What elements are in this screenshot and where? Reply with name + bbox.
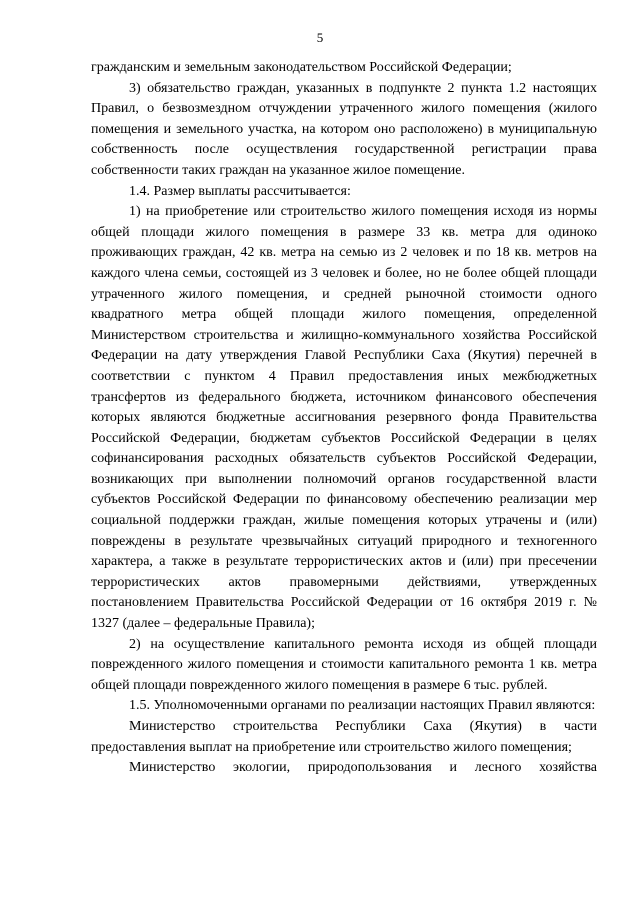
paragraph-continuation: гражданским и земельным законодательством Российской Федерации; — [91, 60, 512, 75]
paragraph-1-4-heading: 1.4. Размер выплаты рассчитывается: — [129, 183, 351, 199]
paragraph-item-1-purchase: 1) на приобретение или строительство жилого помещения исходя из нормы общей площади жилого помещения в размере 33 кв. метра для одиноко проживающих граждан, 42 кв. метра на семью из 2 человек и по 18 кв. метров на каждого члена семьи, состоящей из 3 человек и более, но не более общей площади утраченного жилого помещения, и средней рыночной стоимости одного квадратного метра общей площади жилого помещения, определенной Министерством строительства и жилищно-коммунального хозяйства Российской Федерации на дату утверждения Главой Республики Саха (Якутия) перечней в соответствии с пунктом 4 Правил предоставления иных межбюджетных трансфертов из федерального бюджета, источником финансового обеспечения которых являются бюджетные ассигнования резервного фонда Правительства Российской Федерации, бюджетам субъектов Российской Федерации в целях софинансирования расходных обязательств субъектов Российской Федерации, возникающих при выполнении полномочий органов государственной власти субъектов Российской Федерации по финансовому обеспечению реализации мер социальной поддержки граждан, жилые помещения которых утрачены и (или) повреждены в результате чрезвычайных ситуаций природного и техногенного характера, а также в результате террористических актов и (или) при пресечении террористических актов правомерными действиями, утвержденных постановлением Правительства Российской Федерации от 16 октября 2019 г. № 1327 (далее – федеральные Правила); — [91, 204, 597, 632]
paragraph-1-5-authorities: 1.5. Уполномоченными органами по реализации настоящих Правил являются: — [129, 698, 596, 714]
paragraph-item-2-repair: 2) на осуществление капитального ремонта исходя из общей площади поврежденного жилого помещения и стоимости капитального ремонта 1 кв. метра общей площади поврежденного жилого помещения в размере 6 тыс. рублей. — [91, 636, 597, 693]
document-body — [91, 58, 597, 779]
paragraph-item-3-obligation: 3) обязательство граждан, указанных в подпункте 2 пункта 1.2 настоящих Правил, о безвозмездном отчуждении утраченного жилого помещения (жилого помещения и земельного участка, на котором оно расположено) в муниципальную собственность после осуществления государственной регистрации права собственности таких граждан на указанное жилое помещение. — [91, 80, 597, 178]
page-number: 5 — [316, 30, 324, 45]
paragraph-ministry-ecology: Министерство экологии, природопользования и лесного хозяйства — [129, 760, 597, 776]
paragraph-ministry-construction: Министерство строительства Республики Саха (Якутия) в части предоставления выплат на приобретение или строительство жилого помещения; — [91, 719, 597, 755]
